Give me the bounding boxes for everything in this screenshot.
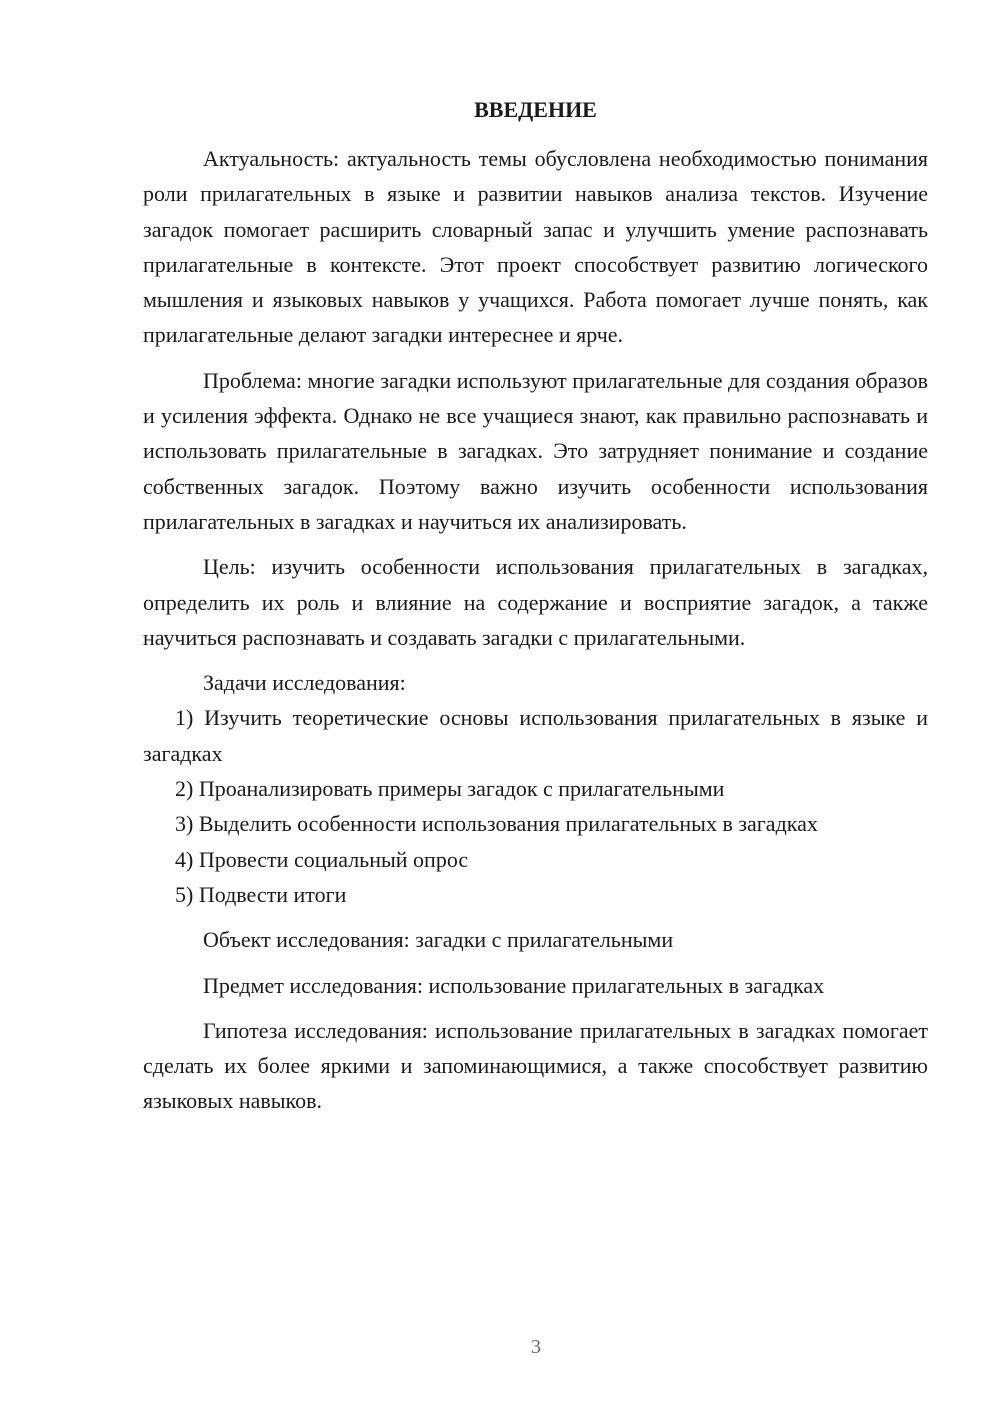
page-number: 3 — [531, 1336, 541, 1358]
paragraph-tasks-title: Задачи исследования: — [203, 670, 406, 696]
task-list-item: 4) Провести социальный опрос — [175, 846, 469, 872]
paragraph-object: Объект исследования: загадки с прилагательными — [203, 927, 674, 953]
paragraph-subject: Предмет исследования: использование прилагательных в загадках — [203, 972, 825, 998]
paragraph-goal: Цель: изучить особенности использования прилагательных в загадках, определить их роль и влияние на содержание и восприятие загадок, а также научиться распознавать и создавать загадки с прилагательными. — [143, 554, 928, 650]
page-title: ВВЕДЕНИЕ — [474, 97, 597, 122]
document-body — [143, 141, 928, 1119]
paragraph-problem: Проблема: многие загадки используют прилагательные для создания образов и усиления эффекта. Однако не все учащиеся знают, как правильно распознавать и использовать прилагательные в загадках. Это затрудняет понимание и создание собственных загадок. Поэтому важно изучить особенности использования прилагательных в загадках и научиться их анализировать. — [143, 367, 928, 534]
task-list-item: 3) Выделить особенности использования прилагательных в загадках — [175, 811, 818, 837]
paragraph-relevance: Актуальность: актуальность темы обусловлена необходимостью понимания роли прилагательных в языке и развитии навыков анализа текстов. Изучение загадок помогает расширить словарный запас и улучшить умение распознавать прилагательные в контексте. Этот проект способствует развитию логического мышления и языковых навыков у учащихся. Работа помогает лучше понять, как прилагательные делают загадки интереснее и ярче. — [143, 146, 928, 348]
task-list-item: 5) Подвести итоги — [175, 881, 347, 907]
task-list-item: 1) Изучить теоретические основы использования прилагательных в языке и загадках — [143, 705, 928, 766]
paragraph-hypothesis: Гипотеза исследования: использование прилагательных в загадках помогает сделать их более яркими и запоминающимися, а также способствует развитию языковых навыков. — [143, 1017, 928, 1114]
task-list-item: 2) Проанализировать примеры загадок с прилагательными — [175, 776, 725, 802]
